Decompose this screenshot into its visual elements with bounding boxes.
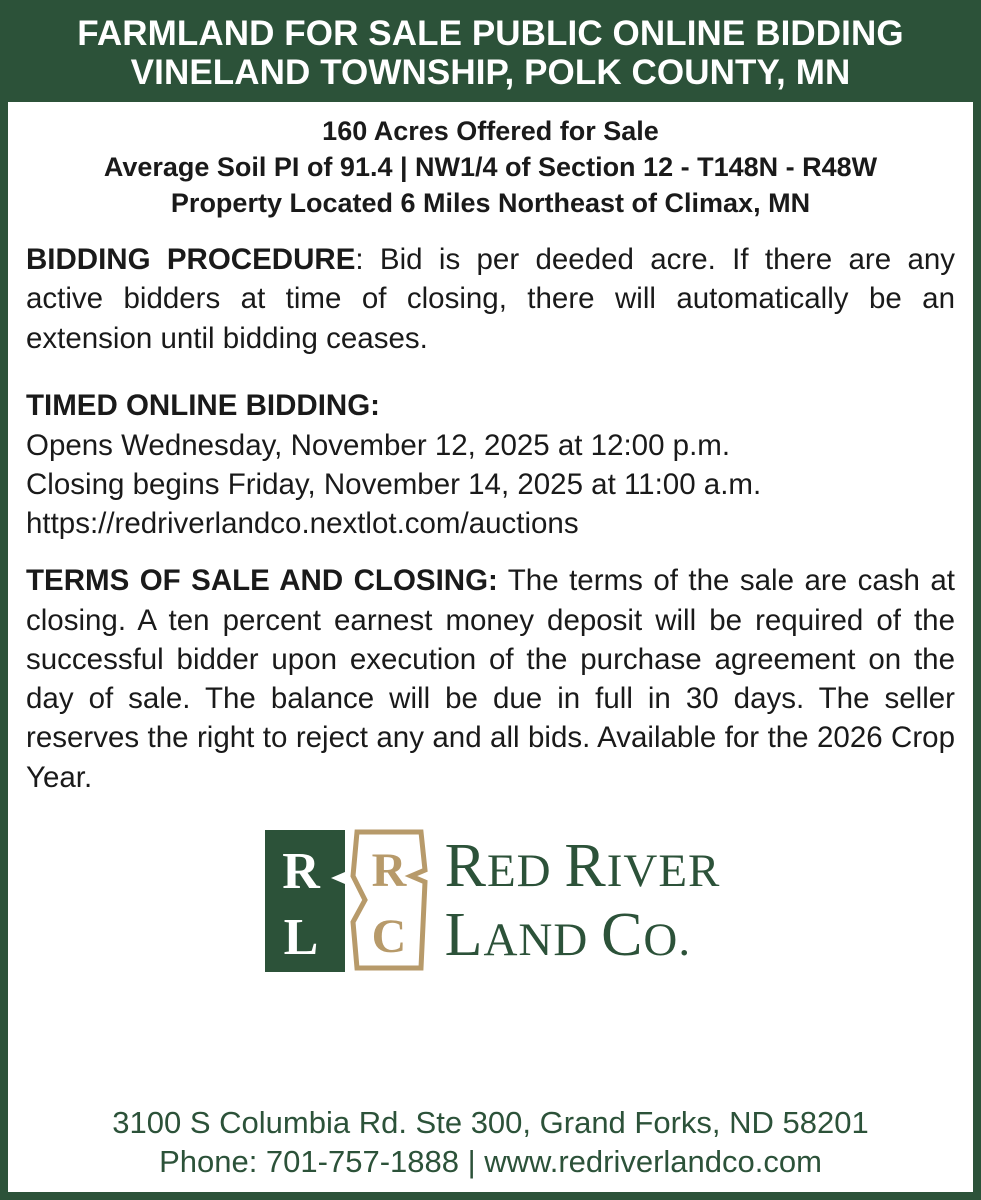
logo-wordmark <box>445 832 721 971</box>
wordmark-iver: IVER <box>606 844 721 897</box>
company-contact[interactable]: Phone: 701-757-1888 | www.redriverlandco.com <box>159 1144 822 1180</box>
contact-footer <box>8 1103 973 1182</box>
auction-url[interactable]: https://redriverlandco.nextlot.com/auctions <box>26 507 579 541</box>
wordmark-line-2 <box>445 901 721 970</box>
wordmark-c: C <box>601 901 644 970</box>
timed-online-bidding-title: TIMED ONLINE BIDDING: <box>26 389 380 423</box>
timed-online-bidding-block <box>26 387 955 543</box>
bidding-procedure-label: BIDDING PROCEDURE <box>26 243 356 277</box>
subhead-line-2: Average Soil PI of 91.4 | NW1/4 of Section 12 - T148N - R48W <box>103 152 878 183</box>
svg-text:R: R <box>371 844 406 898</box>
wordmark-r1: R <box>444 831 487 900</box>
bidding-procedure-paragraph <box>26 240 955 358</box>
bidding-procedure-text: : Bid is per deeded acre. If there are any active bidders at time of closing, there will automatically be an extension until bidding ceases. <box>26 243 956 355</box>
header-line-1: FARMLAND FOR SALE PUBLIC ONLINE BIDDING <box>77 14 904 53</box>
terms-of-sale-label: TERMS OF SALE AND CLOSING: <box>26 564 498 598</box>
svg-text:R: R <box>281 843 320 901</box>
wordmark-r2: R <box>564 831 607 900</box>
svg-text:L: L <box>283 909 318 967</box>
terms-of-sale-paragraph <box>26 561 955 796</box>
wordmark-l: L <box>444 901 484 970</box>
terms-of-sale-text: The terms of the sale are cash at closing. A ten percent earnest money deposit will be required of the successful bidder upon execution of the purchase agreement on the day of sale. The balance will be due in full in 30 days. The seller reserves the right to reject any and all bids. Available for the 2026 Crop Year. <box>26 564 955 794</box>
wordmark-o: O. <box>643 914 692 967</box>
ad-header <box>8 8 973 102</box>
rrlc-monogram-icon <box>261 826 429 976</box>
subhead-line-3: Property Located 6 Miles Northeast of Climax, MN <box>170 188 811 219</box>
ad-body <box>8 102 973 976</box>
company-address: 3100 S Columbia Rd. Ste 300, Grand Forks, ND 58201 <box>112 1104 869 1140</box>
bidding-opens-line: Opens Wednesday, November 12, 2025 at 12:00 p.m. <box>26 428 731 462</box>
logo-group <box>261 826 721 976</box>
wordmark-line-1 <box>445 832 721 901</box>
svg-text:C: C <box>371 910 406 964</box>
property-subheading <box>26 114 955 222</box>
bidding-closing-line: Closing begins Friday, November 14, 2025 at 11:00 a.m. <box>26 467 762 501</box>
company-logo <box>26 826 955 976</box>
subhead-line-1: 160 Acres Offered for Sale <box>322 116 659 147</box>
header-line-2: VINELAND TOWNSHIP, POLK COUNTY, MN <box>130 53 851 93</box>
wordmark-ed: ED <box>486 844 565 897</box>
wordmark-and: AND <box>483 914 602 967</box>
